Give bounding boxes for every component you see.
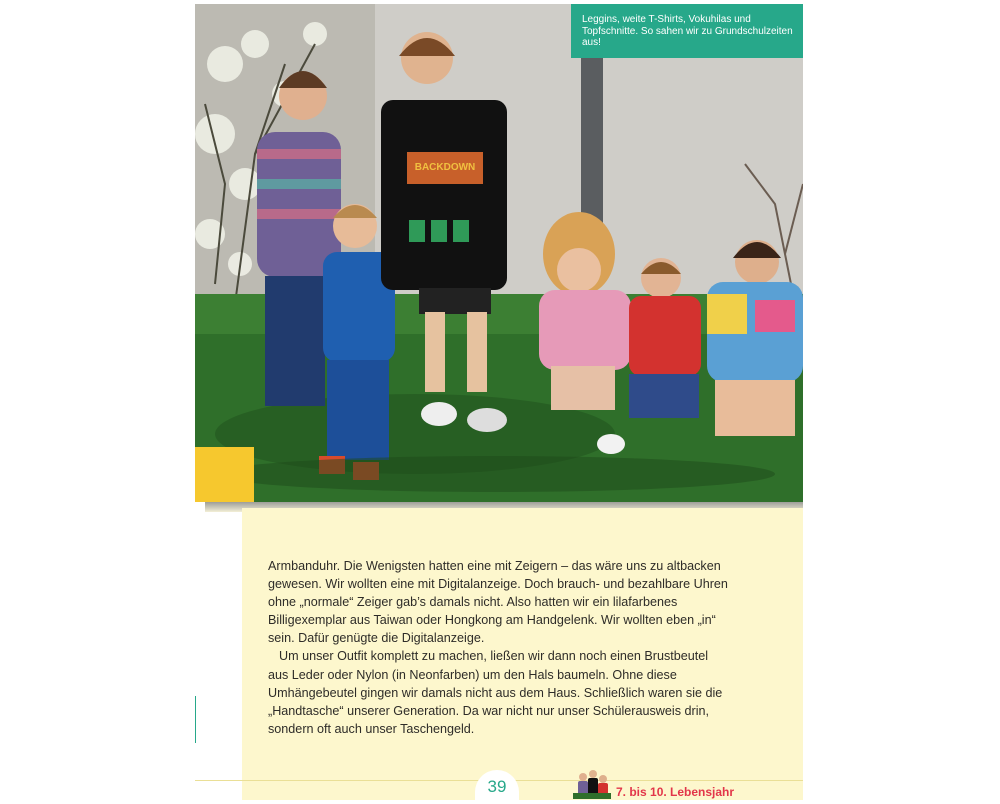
page-number: 39: [475, 770, 519, 800]
chapter-label: 7. bis 10. Lebensjahr: [616, 785, 735, 799]
photo-caption: Leggins, weite T-Shirts, Vokuhilas und Topfschnitte. So sahen wir zu Grundschulzeiten aus!: [571, 4, 803, 58]
paragraph-2: Um unser Outfit komplett zu machen, ließen wir dann noch einen Brustbeutel aus Leder oder Nylon (in Neonfarben) um den Hals baumeln. Ohne diese Umhängebeutel gingen wir damals nicht aus dem Haus. Schließlich waren sie die „Handtasche“ unserer Generation. Da war nicht nur unser Schülerausweis drin, sondern oft auch unser Taschengeld.: [268, 649, 723, 736]
margin-rule: [195, 696, 196, 743]
shirt-print-text: BACKDOWN: [414, 162, 476, 173]
children-group-icon: [573, 767, 611, 799]
text-panel: [242, 508, 803, 800]
body-text: [268, 557, 730, 738]
paragraph-1: Armbanduhr. Die Wenigsten hatten eine mit Zeigern – das wäre uns zu altbacken gewesen. Wir wollten eine mit Digitalanzeige. Doch brauch- und bezahlbare Uhren ohne „normale“ Zeiger gab’s damals nicht. Also hatten wir ein lilafarbenes Billigexemplar aus Taiwan oder Hongkong am Handgelenk. Wir wollten eben „in“ sein. Dafür genügte die Digitalanzeige.: [268, 559, 728, 646]
book-page: [195, 4, 803, 800]
children-photo: [195, 4, 803, 502]
decorative-yellow-square: [195, 447, 254, 502]
